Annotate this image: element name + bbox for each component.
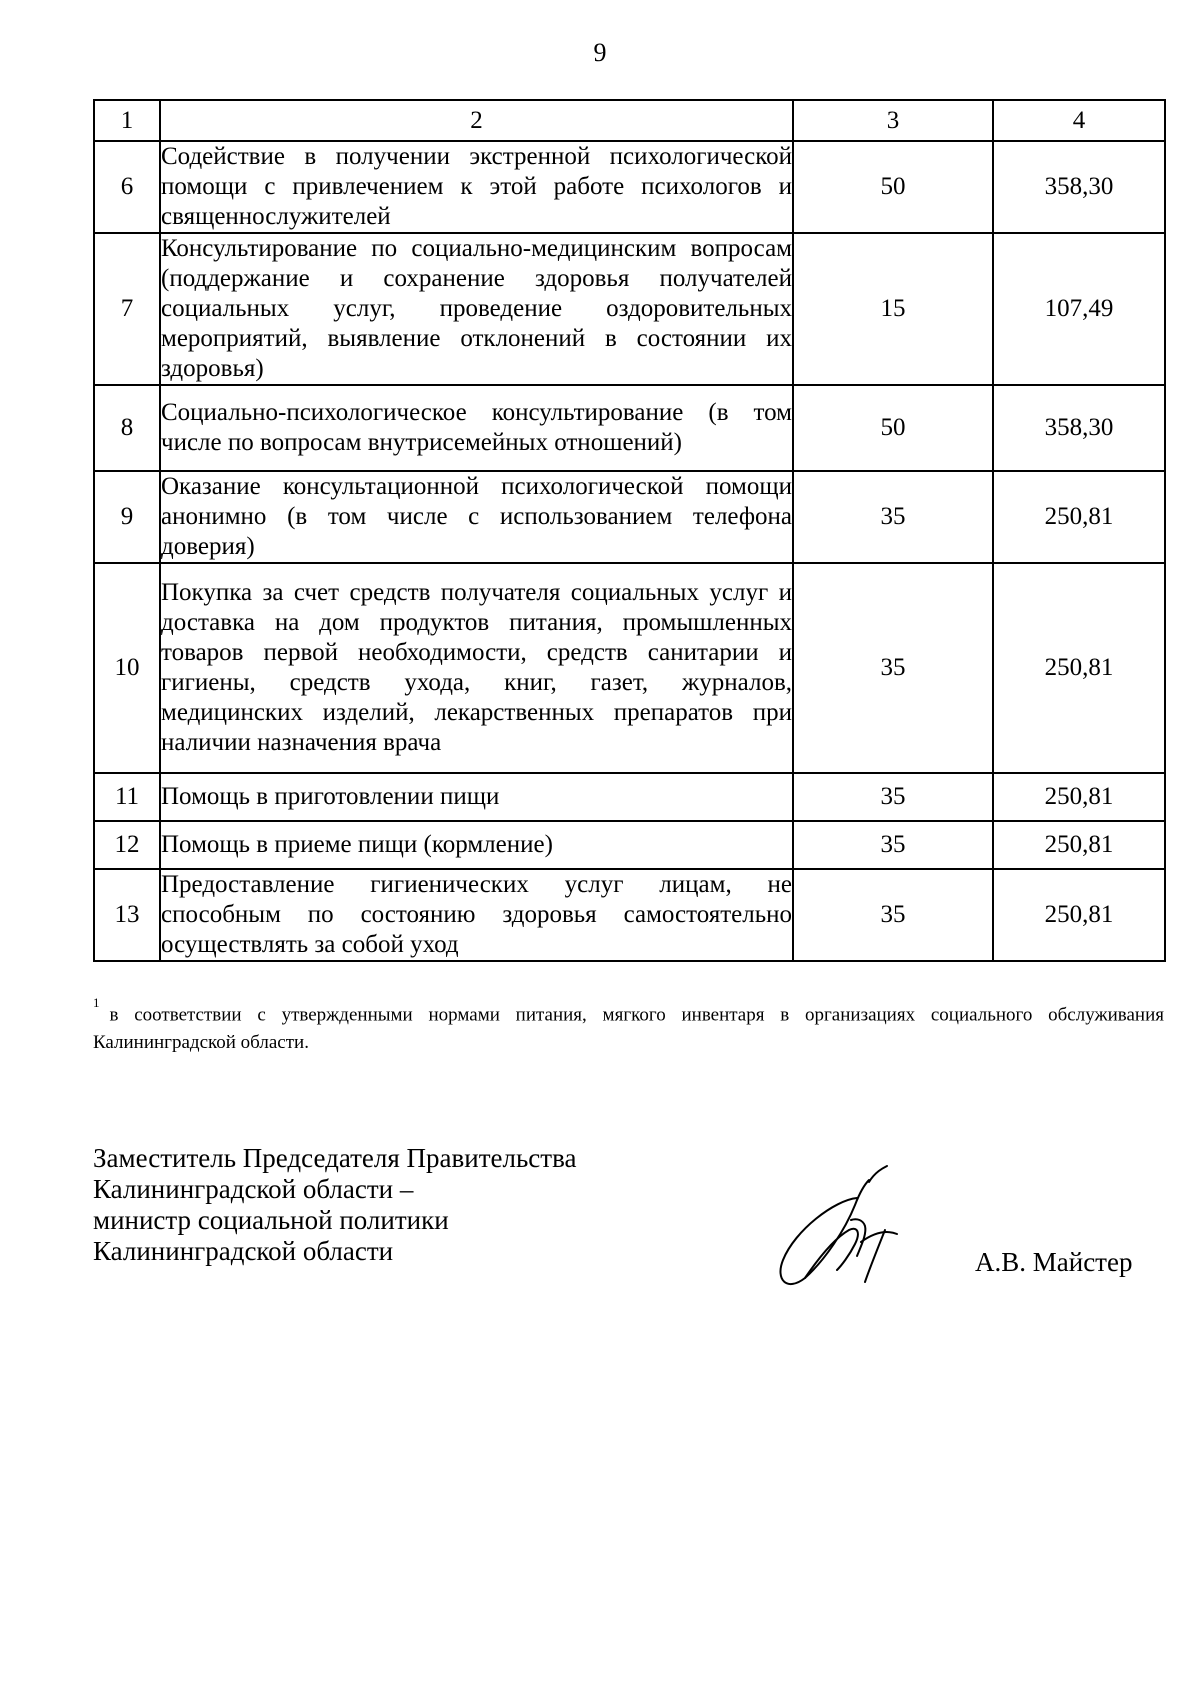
service-time: 35 bbox=[793, 471, 993, 563]
service-cost: 250,81 bbox=[993, 471, 1165, 563]
signer-position bbox=[93, 1143, 576, 1267]
row-number: 12 bbox=[94, 821, 160, 869]
handwritten-signature bbox=[765, 1160, 915, 1300]
service-cost: 250,81 bbox=[993, 821, 1165, 869]
table-row bbox=[94, 563, 1165, 773]
service-cost: 107,49 bbox=[993, 233, 1165, 385]
row-number: 10 bbox=[94, 563, 160, 773]
services-table bbox=[93, 99, 1166, 962]
service-time: 35 bbox=[793, 869, 993, 961]
position-line: министр социальной политики bbox=[93, 1205, 449, 1235]
service-cost: 250,81 bbox=[993, 869, 1165, 961]
table-row bbox=[94, 821, 1165, 869]
service-cost: 250,81 bbox=[993, 773, 1165, 821]
service-cost: 358,30 bbox=[993, 141, 1165, 233]
header-col-2: 2 bbox=[160, 100, 793, 141]
service-time: 50 bbox=[793, 385, 993, 471]
position-line: Калининградской области – bbox=[93, 1174, 414, 1204]
table-row bbox=[94, 233, 1165, 385]
footnote bbox=[93, 995, 1164, 1057]
row-number: 6 bbox=[94, 141, 160, 233]
row-number: 9 bbox=[94, 471, 160, 563]
service-time: 35 bbox=[793, 773, 993, 821]
table-row bbox=[94, 385, 1165, 471]
row-number: 7 bbox=[94, 233, 160, 385]
service-time: 35 bbox=[793, 821, 993, 869]
service-time: 50 bbox=[793, 141, 993, 233]
service-name: Покупка за счет средств получателя социальных услуг и доставка на дом продуктов питания, промышленных товаров первой необходимости, средств санитарии и гигиены, средств ухода, книг, газет, журналов, медицинских изделий, лекарственных препаратов при наличии назначения врача bbox=[160, 563, 793, 773]
table-row bbox=[94, 471, 1165, 563]
row-number: 11 bbox=[94, 773, 160, 821]
service-name: Помощь в приготовлении пищи bbox=[160, 773, 793, 821]
service-name: Предоставление гигиенических услуг лицам, не способным по состоянию здоровья самостоятельно осуществлять за собой уход bbox=[160, 869, 793, 961]
footnote-marker: 1 bbox=[93, 995, 100, 1010]
page-number: 9 bbox=[593, 38, 607, 67]
header-col-3: 3 bbox=[793, 100, 993, 141]
row-number: 13 bbox=[94, 869, 160, 961]
service-time: 15 bbox=[793, 233, 993, 385]
table-body bbox=[94, 141, 1165, 961]
service-cost: 250,81 bbox=[993, 563, 1165, 773]
header-row bbox=[94, 100, 1165, 141]
position-line: Заместитель Председателя Правительства bbox=[93, 1143, 577, 1173]
table-header bbox=[94, 100, 1165, 141]
row-number: 8 bbox=[94, 385, 160, 471]
service-name: Содействие в получении экстренной психологической помощи с привлечением к этой работе психологов и священнослужителей bbox=[160, 141, 793, 233]
service-name: Консультирование по социально-медицинским вопросам (поддержание и сохранение здоровья получателей социальных услуг, проведение оздоровительных мероприятий, выявление отклонений в состоянии их здоровья) bbox=[160, 233, 793, 385]
header-col-4: 4 bbox=[993, 100, 1165, 141]
service-name: Помощь в приеме пищи (кормление) bbox=[160, 821, 793, 869]
service-time: 35 bbox=[793, 563, 993, 773]
table-row bbox=[94, 773, 1165, 821]
position-line: Калининградской области bbox=[93, 1236, 394, 1266]
signer-name: А.В. Майстер bbox=[975, 1247, 1133, 1277]
table-row bbox=[94, 869, 1165, 961]
service-cost: 358,30 bbox=[993, 385, 1165, 471]
footnote-text: в соответствии с утвержденными нормами питания, мягкого инвентаря в организациях социального обслуживания Калининградской области. bbox=[93, 1004, 1164, 1054]
service-name: Социально-психологическое консультирование (в том числе по вопросам внутрисемейных отношений) bbox=[160, 385, 793, 471]
service-name: Оказание консультационной психологической помощи анонимно (в том числе с использованием телефона доверия) bbox=[160, 471, 793, 563]
table-row bbox=[94, 141, 1165, 233]
header-col-1: 1 bbox=[94, 100, 160, 141]
